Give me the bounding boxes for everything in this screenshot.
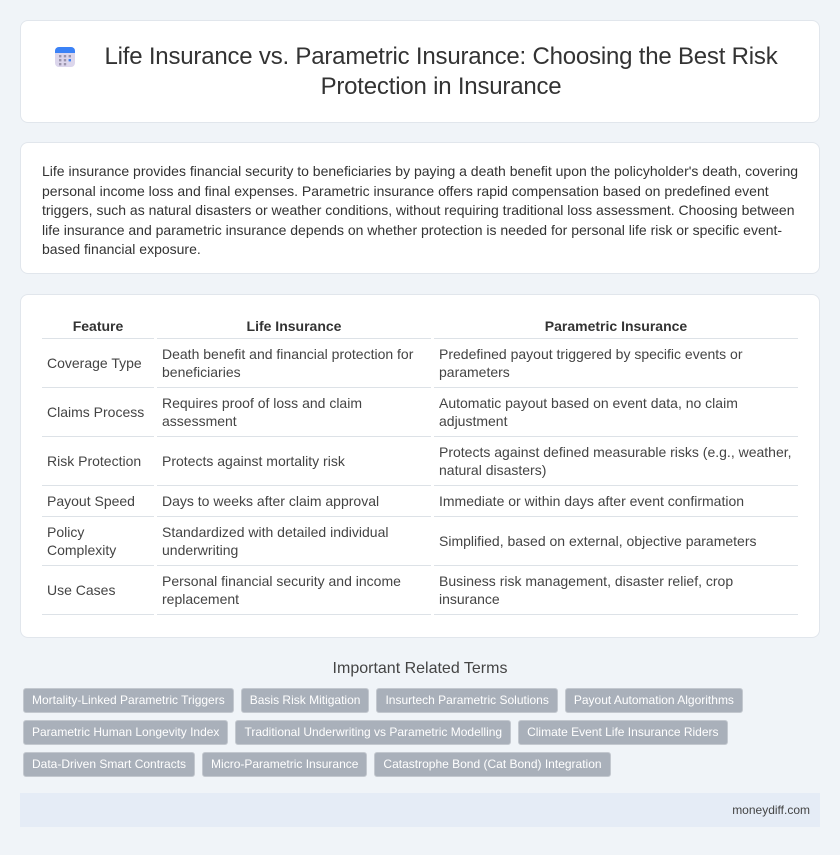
feature-cell: Use Cases [42, 566, 154, 615]
parametric-insurance-cell: Protects against defined measurable risks (e.g., weather, natural disasters) [434, 437, 798, 486]
header-life-insurance: Life Insurance [157, 313, 431, 339]
table-row [42, 388, 798, 437]
parametric-insurance-cell: Automatic payout based on event data, no claim adjustment [434, 388, 798, 437]
life-insurance-cell: Protects against mortality risk [157, 437, 431, 486]
related-term-tag[interactable]: Data-Driven Smart Contracts [23, 752, 195, 777]
intro-text: Life insurance provides financial security to beneficiaries by paying a death benefit upon the policyholder's death, covering personal income loss and final expenses. Parametric insurance offers rapid compensation based on predefined event triggers, such as natural disasters or weather conditions, without requiring traditional loss assessment. Choosing between life insurance and parametric insurance depends on whether protection is needed for personal life risk or specific event-based financial exposure. [42, 163, 799, 258]
related-terms-list [20, 688, 820, 777]
life-insurance-cell: Death benefit and financial protection for beneficiaries [157, 339, 431, 388]
comparison-table-card [20, 294, 820, 638]
table-row [42, 517, 798, 566]
parametric-insurance-cell: Predefined payout triggered by specific events or parameters [434, 339, 798, 388]
intro-card [20, 142, 820, 274]
header-feature: Feature [42, 313, 154, 339]
page-title: Life Insurance vs. Parametric Insurance: Choosing the Best Risk Protection in Insurance [104, 42, 778, 100]
table-row [42, 486, 798, 517]
header-parametric-insurance: Parametric Insurance [434, 313, 798, 339]
footer-site-name: moneydiff.com [732, 803, 810, 817]
related-term-tag[interactable]: Micro-Parametric Insurance [202, 752, 367, 777]
parametric-insurance-cell: Business risk management, disaster relief, crop insurance [434, 566, 798, 615]
comparison-table [39, 313, 801, 615]
feature-cell: Payout Speed [42, 486, 154, 517]
table-header-row [42, 313, 798, 339]
parametric-insurance-cell: Simplified, based on external, objective parameters [434, 517, 798, 566]
feature-cell: Coverage Type [42, 339, 154, 388]
calendar-icon [54, 46, 76, 68]
related-term-tag[interactable]: Payout Automation Algorithms [565, 688, 743, 713]
related-term-tag[interactable]: Basis Risk Mitigation [241, 688, 370, 713]
related-term-tag[interactable]: Mortality-Linked Parametric Triggers [23, 688, 234, 713]
related-terms-title: Important Related Terms [332, 660, 508, 677]
feature-cell: Claims Process [42, 388, 154, 437]
table-row [42, 437, 798, 486]
life-insurance-cell: Days to weeks after claim approval [157, 486, 431, 517]
related-term-tag[interactable]: Parametric Human Longevity Index [23, 720, 228, 745]
related-term-tag[interactable]: Traditional Underwriting vs Parametric Modelling [235, 720, 511, 745]
footer [20, 793, 820, 827]
life-insurance-cell: Standardized with detailed individual underwriting [157, 517, 431, 566]
feature-cell: Risk Protection [42, 437, 154, 486]
table-row [42, 566, 798, 615]
related-term-tag[interactable]: Climate Event Life Insurance Riders [518, 720, 727, 745]
life-insurance-cell: Personal financial security and income replacement [157, 566, 431, 615]
title-card [20, 20, 820, 123]
life-insurance-cell: Requires proof of loss and claim assessment [157, 388, 431, 437]
title-wrap [54, 42, 786, 102]
table-row [42, 339, 798, 388]
feature-cell: Policy Complexity [42, 517, 154, 566]
related-term-tag[interactable]: Catastrophe Bond (Cat Bond) Integration [374, 752, 610, 777]
related-term-tag[interactable]: Insurtech Parametric Solutions [376, 688, 557, 713]
parametric-insurance-cell: Immediate or within days after event confirmation [434, 486, 798, 517]
